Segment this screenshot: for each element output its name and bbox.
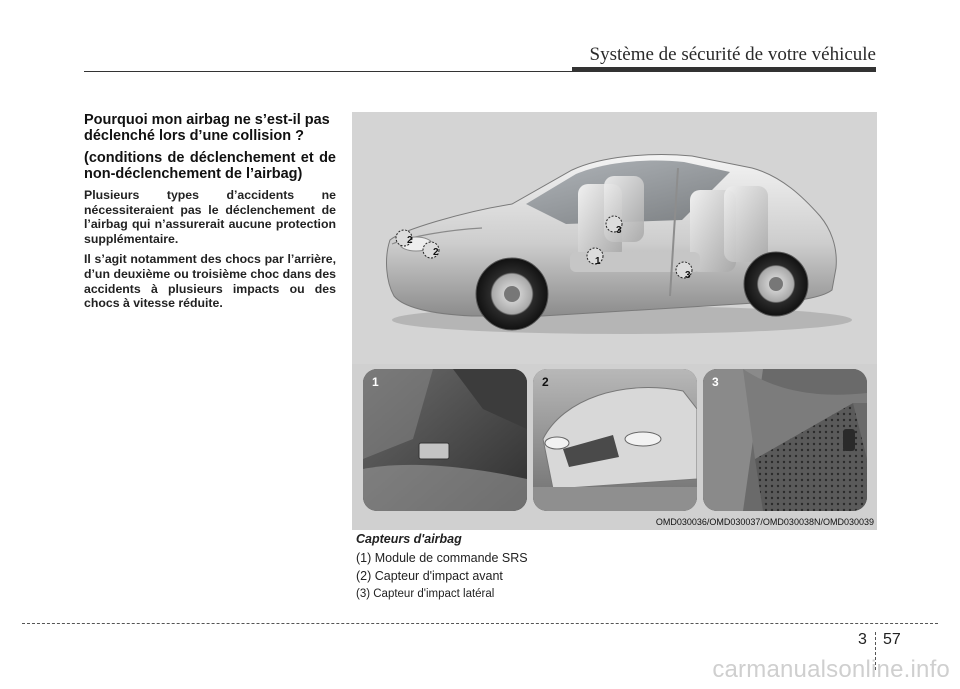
svg-text:3: 3 [685,270,691,281]
watermark: carmanualsonline.info [712,656,950,683]
figure-caption [356,532,876,603]
section-title: Système de sécurité de votre véhicule [589,44,876,65]
question-subheading: (conditions de déclenchement et de non-déclenchement de l’airbag) [84,150,336,182]
paragraph-2: Il s’agit notamment des chocs par l’arrière, d’un deuxième ou troisième choc dans des accidents à plusieurs impacts ou des chocs à vitesse réduite. [84,252,336,311]
thumbnail-badge-3: 3 [712,375,719,389]
svg-text:2: 2 [433,247,439,258]
svg-text:3: 3 [616,225,622,236]
svg-text:2: 2 [407,235,413,246]
marker-front-right [423,242,439,258]
footer-divider [22,623,938,624]
car-cutaway-illustration [352,112,877,364]
header-rule-accent [572,67,876,72]
caption-item-2: (2) Capteur d'impact avant [356,569,503,583]
figure-code: OMD030036/OMD030037/OMD030038N/OMD030039 [655,517,874,527]
caption-title: Capteurs d'airbag [356,532,462,546]
thumbnail-srs-module [363,369,527,511]
page-number: 57 [883,631,901,648]
caption-item-1: (1) Module de commande SRS [356,551,528,565]
svg-text:1: 1 [595,256,601,267]
thumbnail-badge-2: 2 [542,375,549,389]
text-column [84,112,336,317]
thumbnail-badge-1: 1 [372,375,379,389]
caption-item-3: (3) Capteur d'impact latéral [356,588,495,600]
thumbnail-side-sensor [703,369,867,511]
airbag-sensor-figure [352,112,877,530]
thumbnail-front-sensor [533,369,697,511]
question-heading: Pourquoi mon airbag ne s’est-il pas déclenché lors d’une collision ? [84,112,330,144]
chapter-number: 3 [858,631,867,648]
paragraph-1: Plusieurs types d’accidents ne nécessiteraient pas le déclenchement de l’airbag qui n’assurerait aucune protection supplémentaire. [84,188,336,246]
